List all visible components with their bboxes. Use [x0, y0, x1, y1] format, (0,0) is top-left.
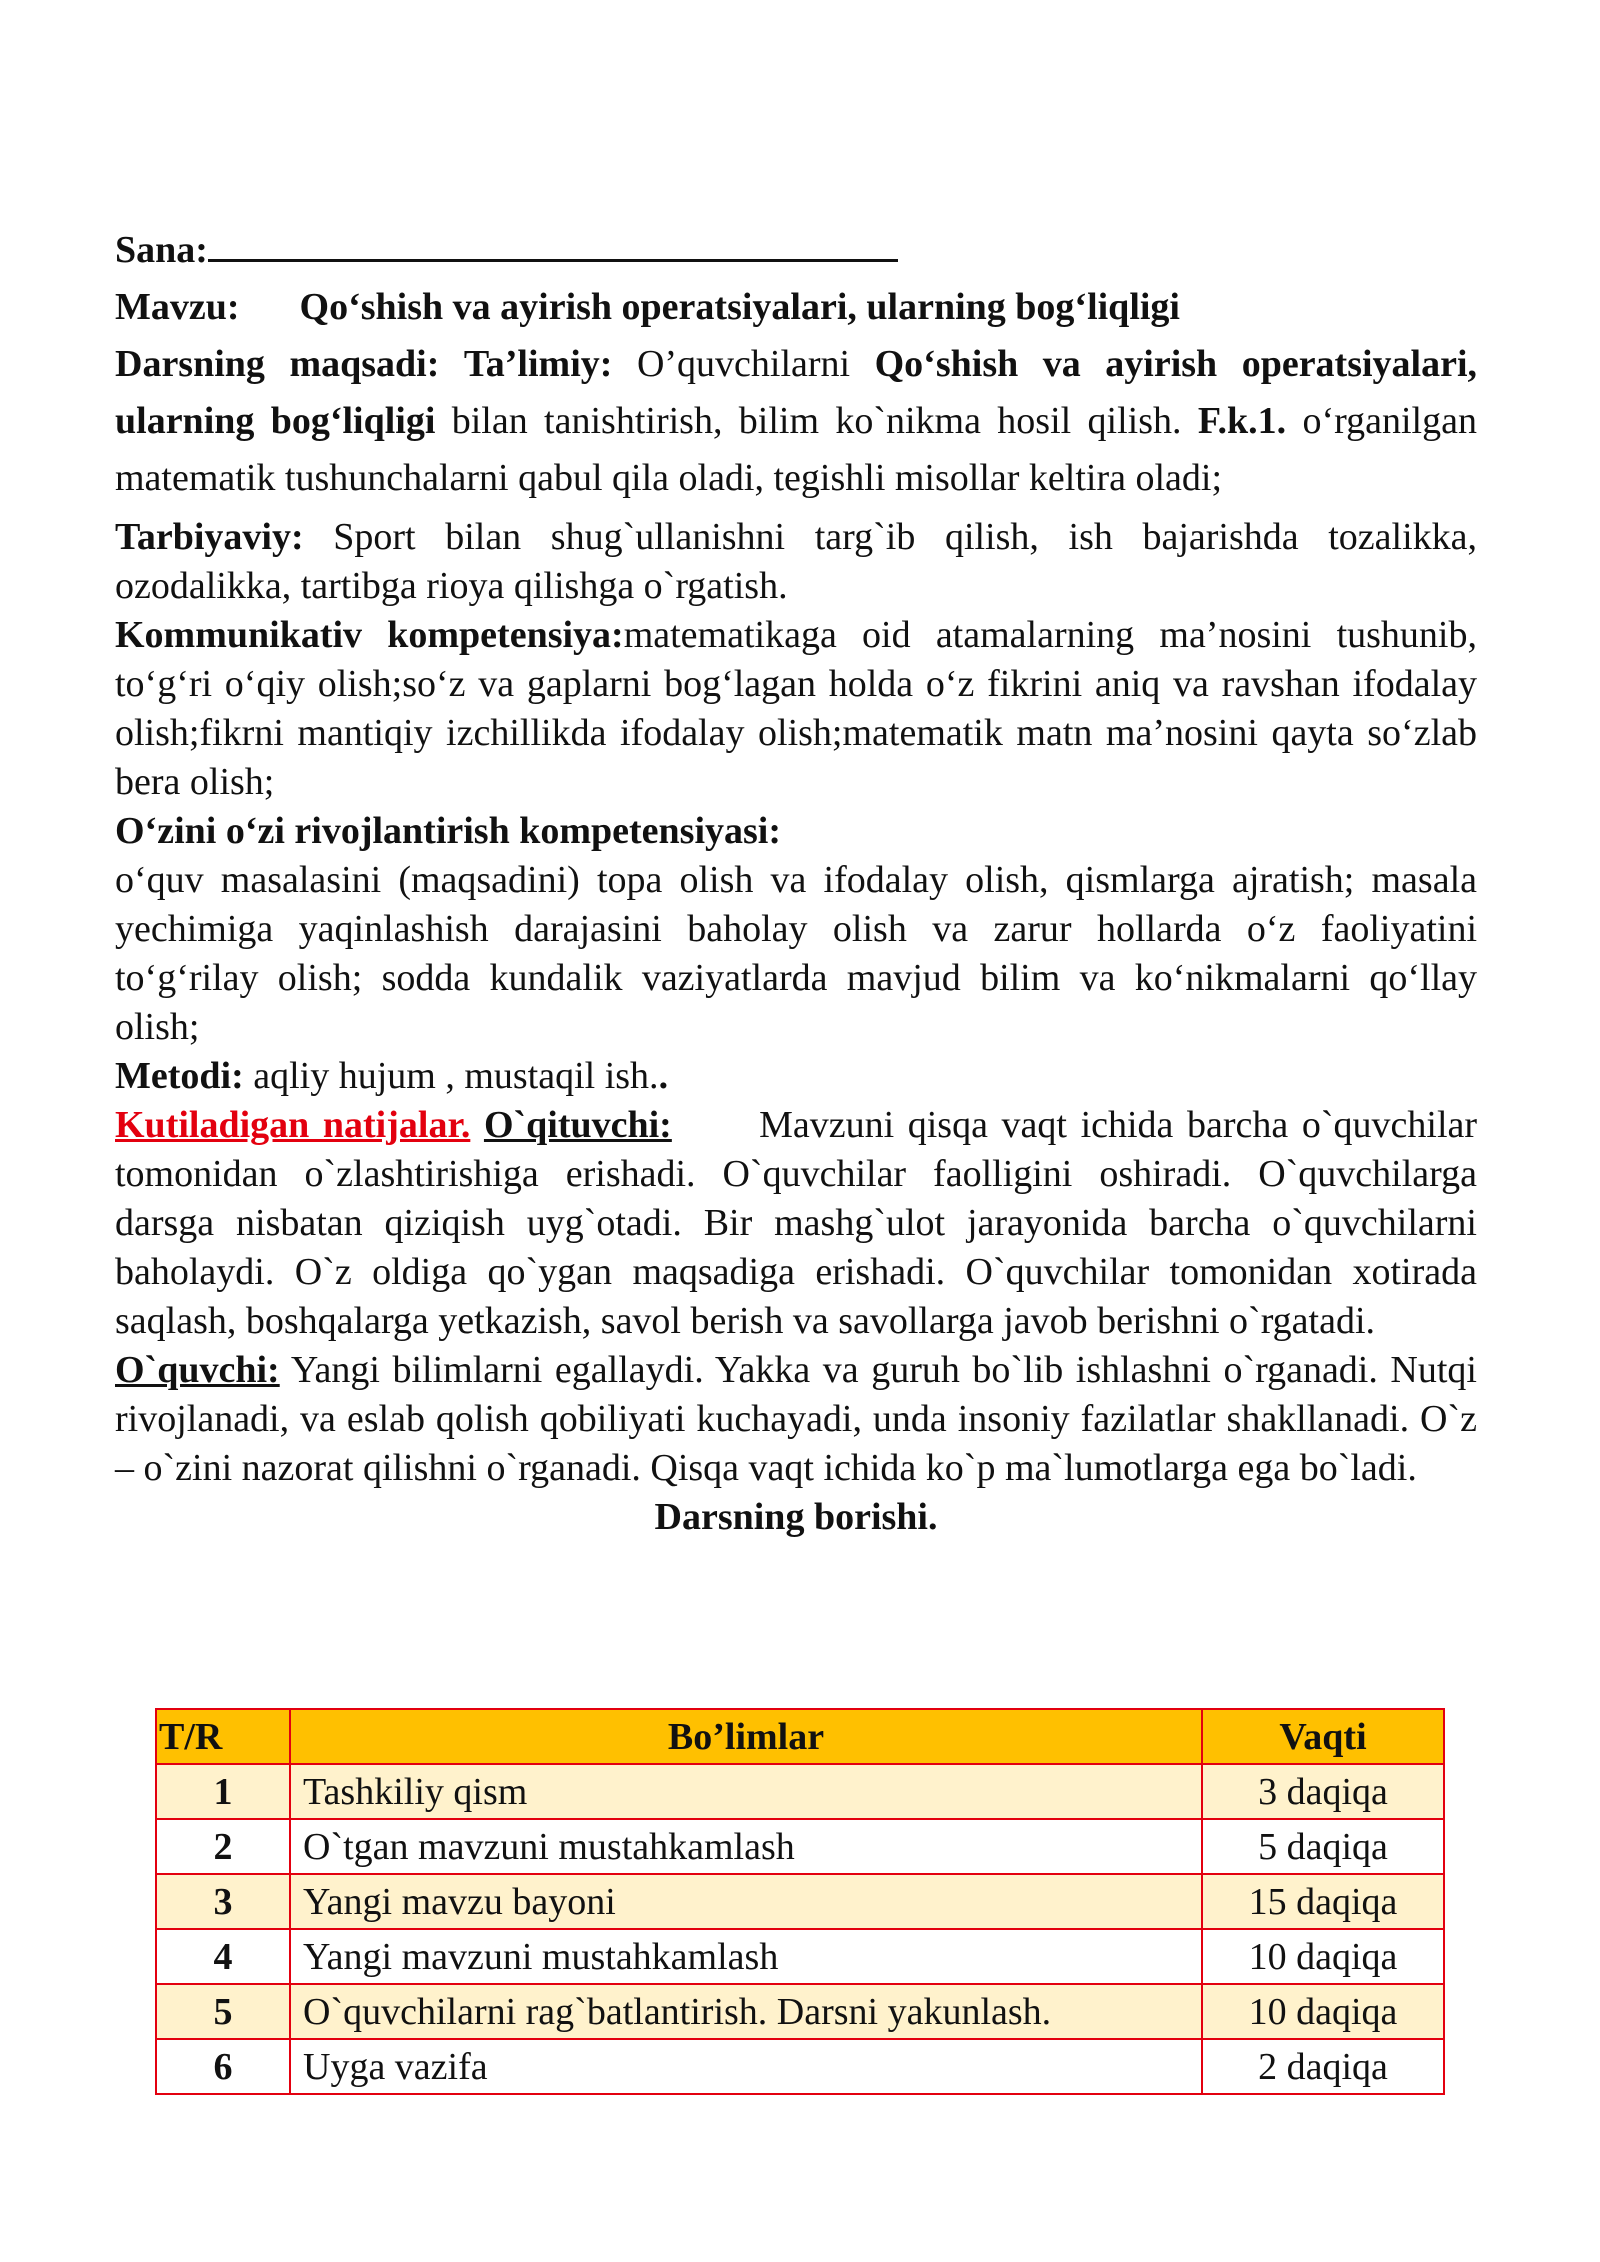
row-section: Yangi mavzuni mustahkamlash: [290, 1929, 1202, 1984]
row-section: O`quvchilarni rag`batlantirish. Darsni yakunlash.: [290, 1984, 1202, 2039]
metodi-text: aqliy hujum , mustaqil ish.: [253, 1055, 659, 1097]
table-row: [156, 1929, 1444, 1984]
header-tr: T/R: [156, 1709, 290, 1764]
oquvchi-paragraph: [115, 1346, 1477, 1493]
table-row: [156, 2039, 1444, 2094]
row-time: 10 daqiqa: [1202, 1929, 1444, 1984]
tarbiyaviy-text: Sport bilan shug`ullanishni targ`ib qilish, ish bajarishda tozalikka, ozodalikka, tartibga rioya qilishga o`rgatish.: [115, 516, 1477, 607]
kommunikativ-label: Kommunikativ kompetensiya:: [115, 614, 624, 656]
metodi-label: Metodi:: [115, 1055, 244, 1097]
row-section: O`tgan mavzuni mustahkamlash: [290, 1819, 1202, 1874]
row-section: Uyga vazifa: [290, 2039, 1202, 2094]
sana-label: Sana:: [115, 229, 208, 271]
row-number: 3: [156, 1874, 290, 1929]
row-number: 6: [156, 2039, 290, 2094]
ozini-label: O‘zini o‘zi rivojlantirish kompetensiyasi:: [115, 810, 782, 852]
oquvchi-text: Yangi bilimlarni egallaydi. Yakka va guruh bo`lib ishlashni o`rganadi. Nutqi rivojlanadi, va eslab qolish qobiliyati kuchayadi, unda insoniy fazilatlar shakllanadi. O`z – o`zini nazorat qilishni o`rganadi. Qisqa vaqt ichida ko`p ma`lumotlarga ega bo`ladi.: [115, 1349, 1477, 1489]
oquvchi-label: O`quvchi:: [115, 1349, 280, 1391]
table-row: [156, 1874, 1444, 1929]
header-time: Vaqti: [1202, 1709, 1444, 1764]
row-time: 15 daqiqa: [1202, 1874, 1444, 1929]
talimiy-label: Ta’limiy:: [463, 343, 613, 385]
mavzu-title: Qo‘shish va ayirish operatsiyalari, ularning bog‘liqligi: [299, 286, 1180, 328]
row-number: 1: [156, 1764, 290, 1819]
kommunikativ-text: matematikaga oid atamalarning ma’nosini tushunib, to‘g‘ri o‘qiy olish;so‘z va gaplarni bog‘lagan holda o‘z fikrini aniq va ravshan ifodalay olish;fikrni mantiqiy izchillikda ifodalay olish;matematik matn ma’nosini qayta so‘zlab bera olish;: [115, 614, 1477, 803]
ozini-label-line: [115, 807, 1477, 856]
sana-blank: [208, 225, 898, 262]
table-row: [156, 1819, 1444, 1874]
row-time: 3 daqiqa: [1202, 1764, 1444, 1819]
row-section: Yangi mavzu bayoni: [290, 1874, 1202, 1929]
talimiy-topic: Qo‘shish va ayirish operatsiyalari, ularning bog‘liqligi: [115, 343, 1478, 442]
natijalar-label: Kutiladigan natijalar.: [115, 1104, 471, 1146]
mavzu-label: Mavzu:: [115, 286, 240, 328]
maqsad-paragraph: [115, 336, 1477, 507]
row-number: 5: [156, 1984, 290, 2039]
row-time: 5 daqiqa: [1202, 1819, 1444, 1874]
lesson-plan-document: [115, 222, 1477, 1542]
row-section: Tashkiliy qism: [290, 1764, 1202, 1819]
fk-label: F.k.1.: [1197, 400, 1287, 442]
table-row: [156, 1984, 1444, 2039]
lesson-schedule-table: [155, 1708, 1445, 2095]
maqsad-label: Darsning maqsadi:: [115, 343, 440, 385]
fk-text: o‘rganilgan matematik tushunchalarni qabul qila oladi, tegishli misollar keltira oladi;: [115, 400, 1477, 499]
row-number: 4: [156, 1929, 290, 1984]
row-time: 2 daqiqa: [1202, 2039, 1444, 2094]
tarbiyaviy-paragraph: [115, 513, 1477, 611]
tarbiyaviy-label: Tarbiyaviy:: [115, 516, 304, 558]
metodi-tail: .: [658, 1055, 669, 1097]
sana-line: [115, 222, 1477, 279]
ozini-paragraph: [115, 856, 1477, 1052]
oqituvchi-text: Mavzuni qisqa vaqt ichida barcha o`quvchilar tomonidan o`zlashtirishiga erishadi. O`quvchilar faolligini oshiradi. O`quvchilarga darsga nisbatan qiziqish uyg`otadi. Bir mashg`ulot jarayonida barcha o`quvchilarni baholaydi. O`z oldiga qo`ygan maqsadiga erishadi. O`quvchilar tomonidan xotirada saqlash, boshqalarga yetkazish, savol berish va savollarga javob berishni o`rgatadi.: [115, 1104, 1478, 1342]
oqituvchi-paragraph: [115, 1101, 1477, 1346]
mavzu-line: [115, 279, 1477, 336]
table-header-row: [156, 1709, 1444, 1764]
ozini-text: o‘quv masalasini (maqsadini) topa olish va ifodalay olish, qismlarga ajratish; masala yechimiga yaqinlashish darajasini baholay olish va zarur hollarda o‘z faoliyatini to‘g‘rilay olish; sodda kundalik vaziyatlarda mavjud bilim va ko‘nikmalarni qo‘llay olish;: [115, 859, 1477, 1048]
row-time: 10 daqiqa: [1202, 1984, 1444, 2039]
row-number: 2: [156, 1819, 290, 1874]
talimiy-text-1: O’quvchilarni: [636, 343, 851, 385]
table-row: [156, 1764, 1444, 1819]
borishi-title: Darsning borishi.: [654, 1496, 938, 1538]
kommunikativ-paragraph: [115, 611, 1477, 807]
metodi-paragraph: [115, 1052, 1477, 1101]
header-sections: Bo’limlar: [290, 1709, 1202, 1764]
talimiy-text-2: bilan tanishtirish, bilim ko`nikma hosil qilish.: [451, 400, 1182, 442]
oqituvchi-label: O`qituvchi:: [483, 1104, 672, 1146]
